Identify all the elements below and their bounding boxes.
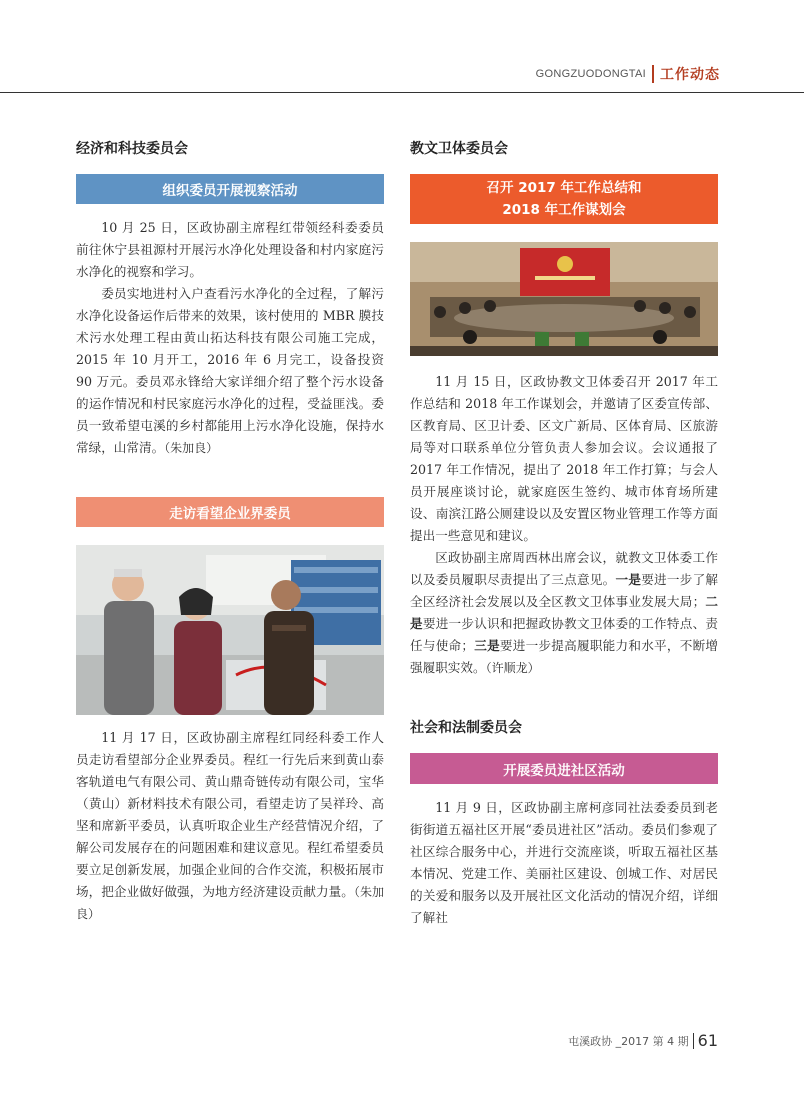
banner-line-1: 召开 2017 年工作总结和: [486, 180, 642, 196]
author: （朱加良）: [76, 885, 384, 921]
author: （许顺龙）: [485, 661, 540, 675]
header-rule: [0, 92, 804, 93]
footer-issue: 屯溪政协 _2017 第 4 期: [568, 1034, 689, 1048]
author: （朱加良）: [164, 441, 219, 455]
page-number: 61: [697, 1031, 718, 1050]
paragraph: 11 月 9 日，区政协副主席柯彦同社法委委员到老街街道五福社区开展“委员进社区”活动。委员们参观了社区综合服务中心，并进行交流座谈，听取五福社区基本情况、党建工作、美丽社区建设、创城工作、对居民的关爱和服务以及开展社区文化活动的情况介绍，详细了解社: [410, 800, 718, 925]
section-title-economy: 经济和科技委员会: [76, 141, 188, 157]
article-community: [410, 797, 718, 929]
photo-factory-visit: [76, 545, 384, 715]
header-title: 工作动态: [660, 67, 720, 83]
article-visit-enterprise: [76, 727, 384, 925]
banner-line-2: 2018 年工作谋划会: [502, 202, 626, 218]
left-column: [76, 139, 384, 925]
paragraph: 11 月 17 日，区政协副主席程红同经科委工作人员走访看望部分企业界委员。程红一行先后来到黄山泰客轨道电气有限公司、黄山鼎奇链传动有限公司，宝华（黄山）新材料技术有限公司，看望走访了吴祥玲、高坚和席新平委员，认真听取企业生产经营情况介绍，了解公司发展存在的问题困难和建议意见。程红希望委员要立足创新发展，加强企业间的合作交流，积极拓展市场，把企业做好做强，为地方经济建设贡献力量。（朱加良）: [76, 730, 384, 921]
banner-visit-enterprise: 走访看望企业界委员: [76, 497, 384, 527]
page-footer: [568, 1031, 718, 1050]
running-header: [536, 62, 720, 86]
article-inspection: [76, 217, 384, 459]
footer-divider: [693, 1033, 694, 1049]
section-title-education: 教文卫体委员会: [410, 141, 508, 157]
header-divider: [652, 65, 654, 83]
paragraph: 11 月 15 日，区政协教文卫体委召开 2017 年工作总结和 2018 年工作谋划会，并邀请了区委宣传部、区教育局、区卫计委、区文广新局、区体育局、区旅游局等对口联系单位分管负责人参加会议。会议通报了 2017 年工作情况，提出了 2018 年工作打算；与会人员开展座谈讨论，就家庭医生签约、城市体育场所建设、南滨江路公厕建设以及安置区物业管理工作等方面提出一些意见和建议。: [410, 374, 718, 543]
right-column: [410, 139, 718, 929]
section-title-society: 社会和法制委员会: [410, 720, 522, 736]
paragraph: 区政协副主席周西林出席会议，就教文卫体委工作以及委员履职尽责提出了三点意见。一是要进一步了解全区经济社会发展以及全区教文卫体事业发展大局；二是要进一步认识和把握政协教文卫体委的工作特点、责任与使命；三是要进一步提高履职能力和水平，不断增强履职实效。（许顺龙）: [410, 550, 718, 675]
banner-inspection: 组织委员开展视察活动: [76, 174, 384, 204]
photo-meeting-room: [410, 242, 718, 356]
article-annual-meeting: [410, 371, 718, 679]
banner-community: 开展委员进社区活动: [410, 753, 718, 784]
paragraph: 10 月 25 日，区政协副主席程红带领经科委委员前往休宁县祖源村开展污水净化处理设备和村内家庭污水净化的视察和学习。: [76, 220, 384, 279]
header-pinyin: GONGZUODONGTAI: [535, 68, 646, 80]
paragraph: 委员实地进村入户查看污水净化的全过程，了解污水净化设备运作后带来的效果，该村使用的 MBR 膜技术污水处理工程由黄山拓达科技有限公司施工完成，2015 年 10 月开工，2016 年 6 月完工，设备投资 90 万元。委员邓永锋给大家详细介绍了整个污水设备的运作情况和村民家庭污水净化的过程，受益匪浅。委员一致希望屯溪的乡村都能用上污水净化设施，保持水常绿，山常清。（朱加良）: [76, 286, 384, 455]
banner-annual-meeting: [410, 174, 718, 224]
